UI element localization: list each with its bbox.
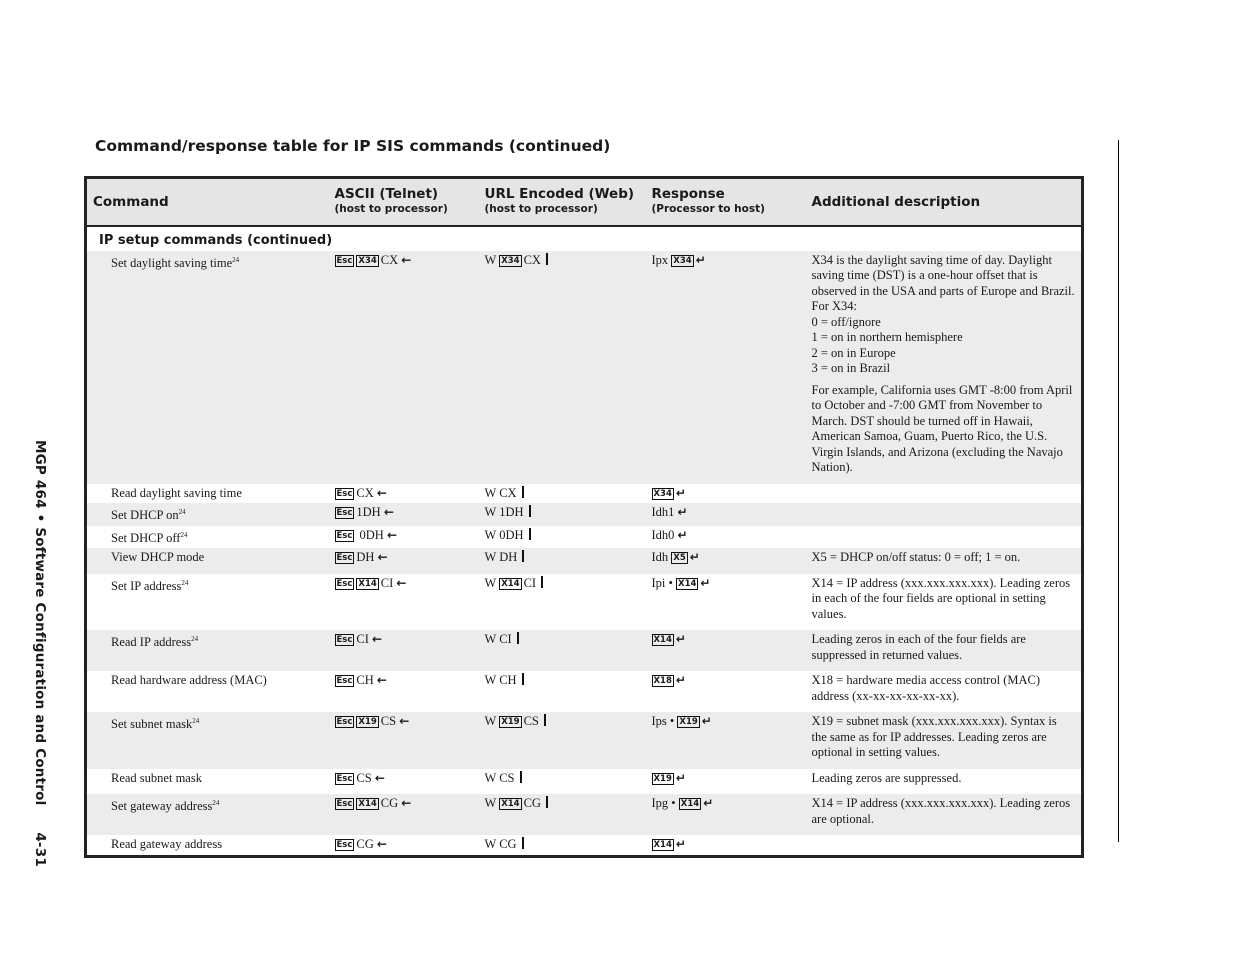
code-text: CI [356,632,369,647]
key-symbol: X14 [653,635,672,646]
url-command [479,630,646,671]
pipe-bar-icon [522,673,524,685]
url-command [479,484,646,504]
return-arrow-icon: ↵ [701,714,712,729]
code-text: Idh [651,550,669,565]
ascii-command [329,712,479,769]
description [806,835,1083,856]
return-arrow-icon: ↵ [675,485,686,500]
key-symbol: X14 [358,578,377,589]
response [646,574,806,631]
url-command [479,794,646,835]
description [806,630,1083,671]
response [646,503,806,526]
table-row [86,712,1083,769]
table-row [86,835,1083,856]
table-row [86,484,1083,504]
table-row [86,794,1083,835]
margin-rule [1118,140,1119,842]
key-symbol: Esc [336,530,353,541]
sidebar-heading [32,440,48,867]
key-symbol: X14 [501,578,520,589]
response [646,712,806,769]
pipe-bar-icon [546,253,548,265]
footnote-ref: 24 [181,578,189,587]
header-command: Command [86,178,329,227]
response [646,794,806,835]
description-text: X14 = IP address (xxx.xxx.xxx.xxx). Leading zeros are optional. [811,796,1071,826]
left-arrow-icon: ← [374,770,385,785]
code-text: CS [523,714,539,729]
return-arrow-icon: ↵ [677,505,688,519]
response [646,548,806,574]
description [806,769,1083,795]
response [646,251,806,484]
url-command [479,526,646,549]
url-command [479,835,646,856]
code-text: W CI [484,632,512,647]
command-label: Read daylight saving time [111,485,242,500]
code-text: W CX [484,485,517,500]
ascii-command [329,835,479,856]
footnote-ref: 24 [192,717,200,726]
url-command [479,574,646,631]
command-name [86,769,329,795]
sidebar-title: MGP 464 • Software Configuration and Control [32,440,48,806]
code-text: Ipg • [651,796,676,811]
key-symbol: Esc [336,553,353,564]
code-text: W [484,796,497,811]
description-text: X19 = subnet mask (xxx.xxx.xxx.xxx). Syntax is the same as for IP addresses. Leading zeros are optional in setting values. [811,714,1057,760]
code-text: W [484,714,497,729]
return-arrow-icon: ↵ [703,796,714,811]
ascii-command [329,574,479,631]
left-arrow-icon: ← [372,632,383,647]
key-symbol: Esc [336,799,353,810]
key-symbol: X34 [358,255,377,266]
command-name [86,835,329,856]
code-text: CS [380,714,397,729]
code-text: CX [380,252,399,267]
code-text: 1DH [356,505,381,519]
command-label: Set IP address [111,578,182,593]
code-text: CH [356,673,374,688]
description [806,503,1083,526]
command-label: View DHCP mode [111,550,205,565]
left-arrow-icon: ← [386,527,398,542]
pipe-bar-icon [546,796,548,808]
description [806,794,1083,835]
key-symbol: X19 [358,717,377,728]
description [806,671,1083,712]
response [646,835,806,856]
ascii-command [329,503,479,526]
command-name [86,251,329,484]
ascii-command [329,548,479,574]
pipe-bar-icon [529,505,531,517]
header-ascii: ASCII (Telnet) (host to processor) [329,178,479,227]
code-text: Idh1 [651,505,675,519]
description-text: Leading zeros in each of the four fields are suppressed in returned values. [811,632,1026,662]
pipe-bar-icon [522,837,524,849]
url-command [479,712,646,769]
response [646,484,806,504]
key-symbol: X14 [653,840,672,851]
header-url: URL Encoded (Web) (host to processor) [479,178,646,227]
key-symbol: X14 [678,578,697,589]
code-text: W DH [484,550,518,565]
code-text: Ipi • [651,575,673,590]
command-label: Set subnet mask [111,717,193,732]
key-symbol: X34 [653,488,672,499]
key-symbol: Esc [336,508,353,518]
command-label: Set DHCP on [111,508,179,523]
return-arrow-icon: ↵ [675,632,686,647]
return-arrow-icon: ↵ [700,575,711,590]
key-symbol: X14 [501,799,520,810]
url-command [479,503,646,526]
pipe-bar-icon [520,771,522,783]
pipe-bar-icon [541,576,543,588]
footnote-ref: 24 [212,799,220,808]
pipe-bar-icon [544,714,546,726]
return-arrow-icon: ↵ [677,527,688,542]
key-symbol: X5 [673,553,686,564]
left-arrow-icon: ← [401,796,412,811]
ascii-command [329,251,479,484]
code-text: W 0DH [484,527,524,542]
key-symbol: X34 [673,255,692,266]
table-row [86,548,1083,574]
left-arrow-icon: ← [396,575,407,590]
key-symbol: Esc [336,676,353,687]
response [646,630,806,671]
left-arrow-icon: ← [376,837,387,852]
key-symbol: X14 [680,799,700,810]
page-number: 4-31 [32,832,48,867]
left-arrow-icon: ← [399,714,410,729]
return-arrow-icon: ↵ [695,252,706,267]
key-symbol: Esc [336,773,353,784]
table-row [86,526,1083,549]
return-arrow-icon: ↵ [675,837,686,852]
command-table [84,176,1084,858]
code-text: Ips • [651,714,675,729]
table-row [86,503,1083,526]
description [806,712,1083,769]
description [806,574,1083,631]
table-row [86,630,1083,671]
command-name [86,574,329,631]
section-title: IP setup commands (continued) [99,233,333,248]
return-arrow-icon: ↵ [675,770,686,785]
pipe-bar-icon [522,486,524,498]
ascii-command [329,484,479,504]
response [646,769,806,795]
footnote-ref: 24 [178,508,186,516]
key-symbol: Esc [336,635,353,646]
section-row [86,226,1083,251]
code-text: W [484,252,497,267]
url-command [479,769,646,795]
description-text: Leading zeros are suppressed. [811,770,962,785]
table-row [86,769,1083,795]
footnote-ref: 24 [232,255,240,264]
pipe-bar-icon [517,632,519,644]
header-response: Response (Processor to host) [646,178,806,227]
command-label: Set DHCP off [111,530,181,545]
description [806,251,1083,484]
url-command [479,548,646,574]
code-text: CG [356,837,374,852]
description [806,548,1083,574]
description-text: X34 is the daylight saving time of day. Daylight saving time (DST) is a one-hour offset that is observed in the USA and parts of Europe and Brazil. For X34: 0 = off/ignore 1 = on in northern hemisphere 2 = on in Europe 3 = on in Brazil [811,252,1075,375]
command-name [86,503,329,526]
description-text: X14 = IP address (xxx.xxx.xxx.xxx). Leading zeros in each of the four fields are optional in setting values. [811,575,1071,621]
code-text: W CH [484,673,517,688]
command-label: Read IP address [111,635,192,650]
left-arrow-icon: ← [383,505,394,519]
description [806,526,1083,549]
pipe-bar-icon [522,550,524,562]
code-text: CI [523,575,537,590]
code-text: W 1DH [484,505,524,519]
header-description: Additional description [806,178,1083,227]
pipe-bar-icon [529,528,531,540]
ascii-command [329,526,479,549]
return-arrow-icon: ↵ [675,673,686,688]
description-text: For example, California uses GMT -8:00 from April to October and -7:00 GMT from November to March. DST should be turned off in Hawaii, American Samoa, Guam, Puerto Rico, the U.S. Virgin Islands, and Arizona (excluding the Navajo Nation). [811,382,1073,474]
code-text: 0DH [356,527,384,542]
ascii-command [329,769,479,795]
footnote-ref: 24 [191,635,199,644]
table-header-row [86,178,1083,227]
key-symbol: X34 [501,255,520,266]
description [806,484,1083,504]
code-text: W CS [484,770,515,785]
key-symbol: X14 [358,799,377,810]
command-name [86,671,329,712]
command-name [86,526,329,549]
code-text: CX [356,485,374,500]
command-label: Set daylight saving time [111,255,233,270]
key-symbol: X18 [653,676,672,687]
command-name [86,794,329,835]
description-text: X5 = DHCP on/off status: 0 = off; 1 = on. [811,550,1021,565]
left-arrow-icon: ← [376,485,387,500]
command-label: Read hardware address (MAC) [111,673,267,688]
code-text: CS [356,770,372,785]
left-arrow-icon: ← [376,673,387,688]
command-label: Read subnet mask [111,770,202,785]
url-command [479,671,646,712]
page-title: Command/response table for IP SIS commands (continued) [95,137,611,155]
code-text: CG [380,796,399,811]
code-text: CX [523,252,541,267]
url-command [479,251,646,484]
key-symbol: Esc [336,840,353,851]
key-symbol: X19 [679,717,698,728]
table-row [86,251,1083,484]
key-symbol: X19 [653,773,672,784]
ascii-command [329,630,479,671]
code-text: Ipx [651,252,669,267]
key-symbol: Esc [336,717,353,728]
ascii-command [329,671,479,712]
code-text: CI [380,575,394,590]
command-label: Read gateway address [111,837,223,852]
left-arrow-icon: ← [377,550,388,565]
command-label: Set gateway address [111,799,213,814]
command-name [86,630,329,671]
key-symbol: Esc [336,578,353,589]
command-name [86,484,329,504]
command-name [86,712,329,769]
code-text: Idh0 [651,527,675,542]
table-row [86,671,1083,712]
key-symbol: Esc [336,255,353,266]
description-text: X18 = hardware media access control (MAC) address (xx-xx-xx-xx-xx-xx). [811,673,1040,703]
table-row [86,574,1083,631]
command-name [86,548,329,574]
code-text: CG [523,796,541,811]
code-text: DH [356,550,375,565]
code-text: W [484,575,497,590]
ascii-command [329,794,479,835]
left-arrow-icon: ← [401,252,412,267]
footnote-ref: 24 [180,530,188,539]
key-symbol: Esc [336,488,353,499]
response [646,526,806,549]
code-text: W CG [484,837,517,852]
key-symbol: X19 [501,717,520,728]
response [646,671,806,712]
return-arrow-icon: ↵ [689,550,700,565]
